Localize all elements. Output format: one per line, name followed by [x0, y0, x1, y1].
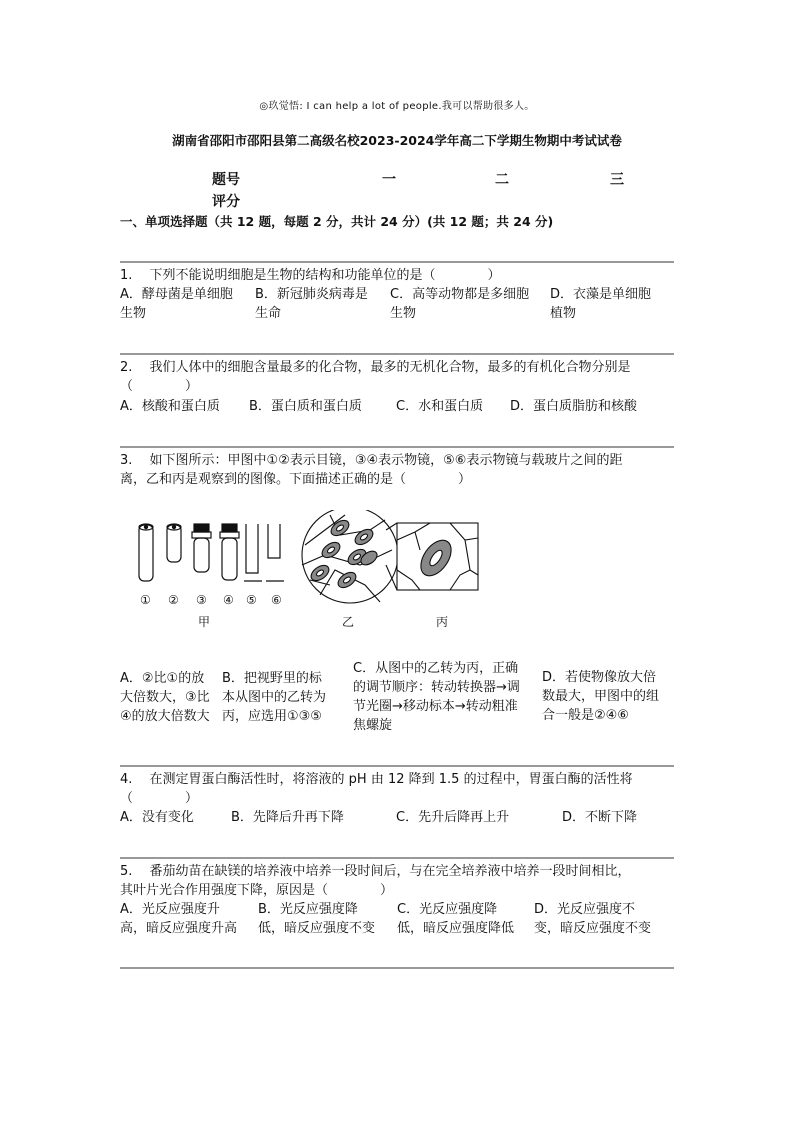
option-d[interactable]: D．光反应强度不 变，暗反应强度不变: [534, 902, 652, 936]
option-d[interactable]: D．若使物像放大倍 数最大，甲图中的组 合一般是②④⑥: [542, 670, 660, 723]
score-table-col-2: 二: [495, 172, 509, 188]
divider: [120, 353, 674, 355]
option-b[interactable]: B．新冠肺炎病毒是 生命: [255, 287, 368, 321]
option-d[interactable]: D．蛋白质脂肪和核酸: [510, 399, 638, 414]
option-a[interactable]: A．②比①的放 大倍数大，③比 ④的放大倍数大: [120, 671, 210, 724]
distance-6-icon: [268, 524, 280, 558]
question-1-stem: 1. 下列不能说明细胞是生物的结构和功能单位的是（ ）: [120, 268, 501, 283]
divider: [120, 446, 674, 448]
fig-number-3: ③: [196, 593, 207, 607]
divider: [120, 765, 674, 767]
section-heading: 一、单项选择题（共 12 题，每题 2 分，共计 24 分）(共 12 题；共 24 分): [120, 214, 554, 229]
score-table-row-label-number: 题号: [212, 172, 240, 188]
distance-5-icon: [246, 524, 258, 573]
yi-view: [302, 510, 398, 603]
divider: [120, 857, 674, 859]
option-b[interactable]: B．先降后升再下降: [231, 810, 344, 825]
option-a[interactable]: A．酵母菌是单细胞 生物: [120, 287, 233, 321]
exam-title: 湖南省邵阳市邵阳县第二高级名校2023-2024学年高二下学期生物期中考试试卷: [172, 133, 622, 148]
option-b[interactable]: B．光反应强度降 低，暗反应强度不变: [258, 902, 376, 936]
objective-3-icon: [194, 538, 209, 572]
eyepiece-1-icon: [139, 525, 153, 581]
option-c[interactable]: C．从图中的乙转为丙，正确 的调节顺序：转动转换器→调 节光圈→移动标本→转动粗准 焦螺旋: [353, 661, 520, 733]
bing-view: [397, 523, 478, 590]
fig-number-2: ②: [168, 593, 179, 607]
fig-number-6: ⑥: [271, 593, 282, 607]
score-table-row-label-score: 评分: [212, 194, 240, 210]
question-4-stem: 4. 在测定胃蛋白酶活性时，将溶液的 pH 由 12 降到 1.5 的过程中，胃蛋白酶的活性将 （ ）: [120, 772, 633, 806]
fig-label-jia: 甲: [198, 615, 211, 629]
fig-number-5: ⑤: [246, 593, 257, 607]
option-b[interactable]: B．把视野里的标 本从图中的乙转为 丙，应选用①③⑤: [222, 671, 327, 724]
divider: [120, 261, 674, 263]
fig-label-bing: 丙: [436, 615, 449, 629]
objective-4-icon: [222, 538, 237, 580]
objective-3-cap: [194, 524, 209, 532]
fig-number-1: ①: [140, 593, 151, 607]
option-c[interactable]: C．先升后降再上升: [396, 810, 510, 825]
option-d[interactable]: D．衣藻是单细胞 植物: [550, 287, 652, 321]
fig-label-yi: 乙: [342, 615, 355, 629]
option-a[interactable]: A．光反应强度升 高，暗反应强度升高: [120, 902, 238, 936]
option-c[interactable]: C．光反应强度降 低，暗反应强度降低: [397, 902, 515, 936]
option-d[interactable]: D．不断下降: [562, 810, 638, 825]
jia-diagram: [139, 524, 284, 581]
option-c[interactable]: C．水和蛋白质: [396, 399, 484, 414]
question-2-stem: 2. 我们人体中的细胞含量最多的化合物，最多的无机化合物，最多的有机化合物分别是 （ ）: [120, 360, 631, 394]
score-table-col-3: 三: [610, 172, 624, 188]
question-3-stem: 3. 如下图所示：甲图中①②表示目镜，③④表示物镜，⑤⑥表示物镜与载玻片之间的距 离，乙和丙是观察到的图像。下面描述正确的是（ ）: [120, 453, 623, 487]
question-5-stem: 5. 番茄幼苗在缺镁的培养液中培养一段时间后，与在完全培养液中培养一段时间相比， 其叶片光合作用强度下降，原因是（ ）: [120, 864, 631, 898]
option-b[interactable]: B．蛋白质和蛋白质: [249, 399, 362, 414]
fig-number-4: ④: [223, 593, 234, 607]
motto-line: ◎玖觉悟: I can help a lot of people.我可以帮助很多人。: [259, 101, 535, 112]
divider: [120, 967, 674, 969]
option-a[interactable]: A．核酸和蛋白质: [120, 399, 220, 414]
option-a[interactable]: A．没有变化: [120, 810, 194, 825]
microscope-figure: [130, 510, 490, 635]
score-table-col-1: 一: [382, 172, 396, 188]
objective-4-cap: [222, 524, 237, 532]
option-c[interactable]: C．高等动物都是多细胞 生物: [390, 287, 530, 321]
